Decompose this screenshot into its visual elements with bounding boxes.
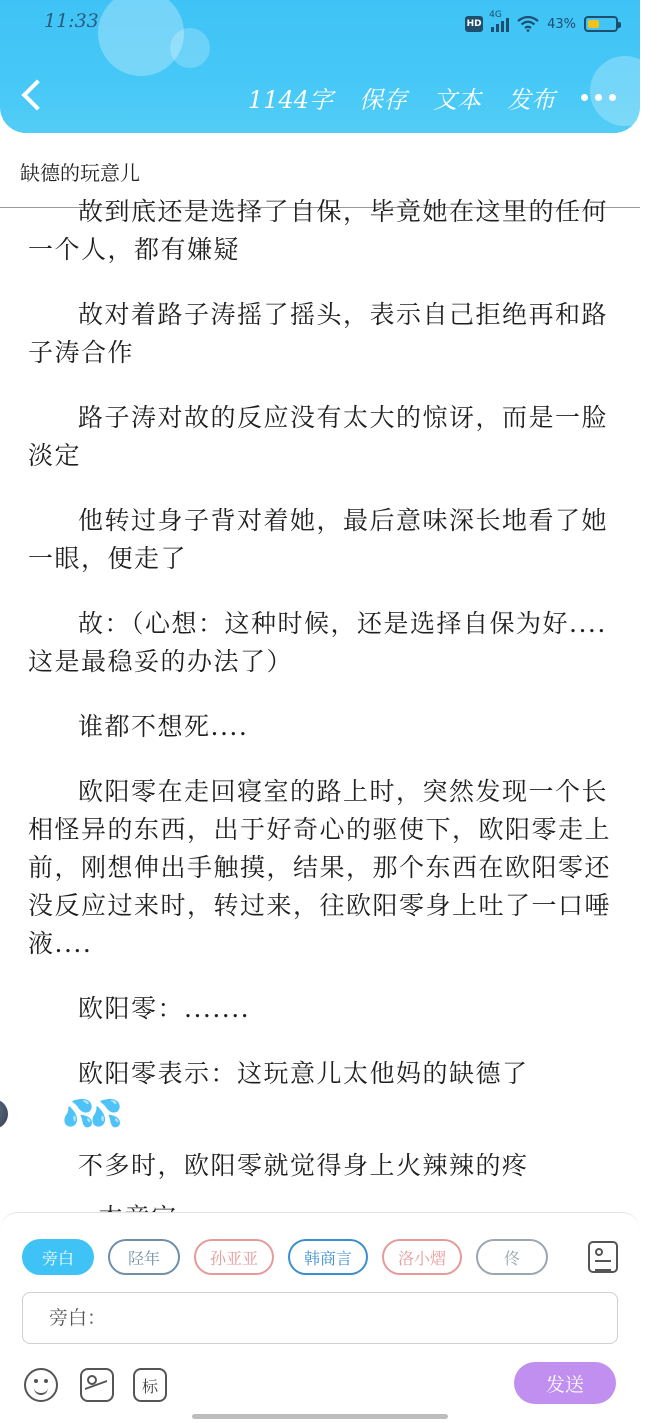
text-button[interactable]: 文本 [433,86,481,114]
paragraph: 不多时，欧阳零就觉得身上火辣辣的疼 [78,1150,529,1180]
wifi-icon [517,16,539,32]
signal-icon [489,10,509,32]
role-chip[interactable]: 旁白 [22,1239,94,1275]
paragraph: 他转过身子背对着她，最后意味深长地看了她一眼，便走了 [28,506,609,573]
role-chip-list [22,1239,572,1279]
role-chip[interactable]: 洛小熠 [382,1239,462,1275]
moon-face-icon [0,1099,8,1129]
role-manager-icon[interactable] [588,1241,618,1273]
send-button[interactable]: 发送 [514,1362,616,1404]
emoji-icon[interactable] [24,1368,58,1402]
status-indicators [465,12,618,36]
editor-header [0,0,640,133]
status-time: 11:33 [44,10,99,32]
role-chip[interactable]: 陉年 [108,1239,180,1275]
chapter-title[interactable]: 缺德的玩意儿 [20,161,140,185]
decor-bubble [170,28,210,68]
role-chip[interactable]: 佟 [476,1239,548,1275]
tag-button[interactable]: 标 [133,1368,167,1402]
role-chip[interactable]: 孙亚亚 [194,1239,274,1275]
paragraph: 故：（心想：这种时候，还是选择自保为好....这是最稳妥的办法了） [28,609,607,676]
role-chip[interactable]: 韩商言 [288,1239,368,1275]
more-icon[interactable] [581,94,616,101]
paragraph-with-emoji [28,1055,616,1133]
decor-bubble [98,0,184,76]
hd-icon: HD [465,16,483,32]
paragraph: 欧阳零：....... [78,994,251,1023]
paragraph: 故到底还是选择了自保，毕竟她在这里的任何一个人，都有嫌疑 [28,197,609,264]
editor-toolbar [248,80,616,115]
paragraph: 路子涛对故的反应没有太大的惊讶，而是一脸淡定 [28,403,609,470]
back-icon[interactable] [21,79,52,110]
publish-button[interactable]: 发布 [507,86,555,114]
paragraph: 故对着路子涛摇了摇头，表示自己拒绝再和路子涛合作 [28,300,609,367]
paragraph-text: 欧阳零表示：这玩意儿太他妈的缺德了 [78,1059,529,1088]
chapter-content[interactable] [28,197,616,1208]
home-indicator [192,1414,448,1419]
battery-percent: 43% [547,16,576,32]
network-type: 4G [489,10,502,20]
image-icon[interactable] [80,1368,114,1402]
dialogue-input[interactable]: 旁白： [22,1292,618,1344]
sweat-drops-icon: 💦💦 [62,1098,119,1129]
paragraph: 谁都不想死.... [78,712,249,741]
word-count: 1144字 [247,86,333,114]
battery-icon [584,16,618,32]
paragraph: 欧阳零在走回寝室的路上时，突然发现一个长相怪异的东西，出于好奇心的驱使下，欧阳零走上前，刚想伸出手触摸，结果，那个东西在欧阳零还没反应过来时，转过来，往欧阳零身上吐了一口唾液.... [28,777,612,958]
save-button[interactable]: 保存 [359,86,407,114]
